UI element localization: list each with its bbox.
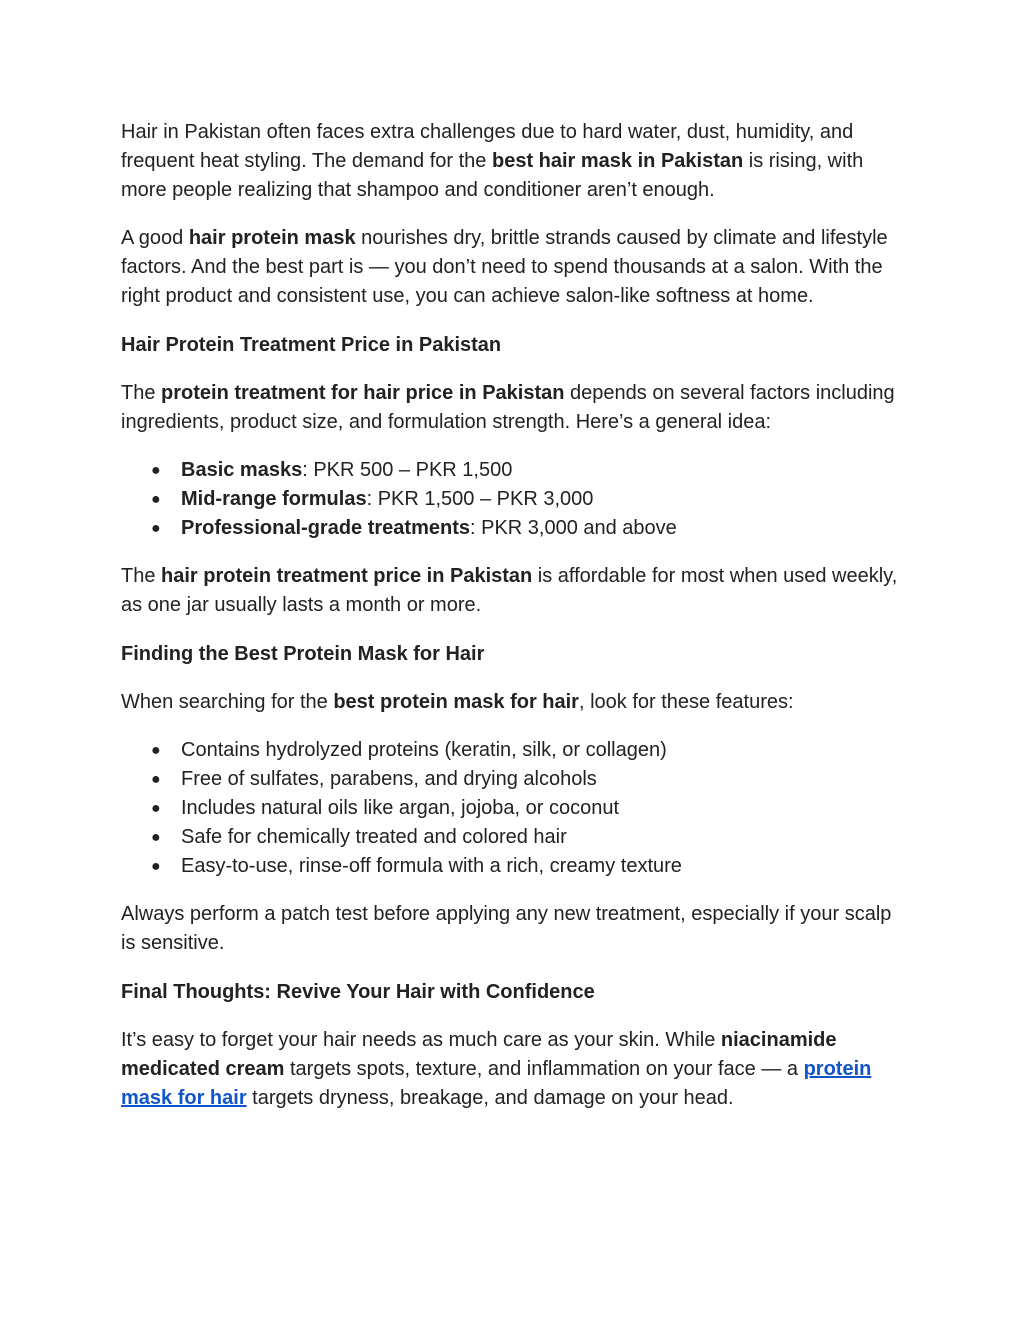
bold-keyword: best protein mask for hair: [333, 691, 579, 713]
list-item: [151, 485, 904, 514]
list-item: [151, 852, 904, 881]
protein-mask-link[interactable]: protein mask for hair: [121, 1058, 872, 1109]
text-run: Contains hydrolyzed proteins (keratin, silk, or collagen): [181, 739, 667, 761]
list-item: [151, 765, 904, 794]
bold-keyword: Mid-range formulas: [181, 488, 367, 510]
text-run: : PKR 3,000 and above: [469, 517, 677, 539]
text-run: targets dryness, breakage, and damage on your head.: [246, 1087, 734, 1109]
features-list: [121, 736, 904, 881]
finding-section-heading: Finding the Best Protein Mask for Hair: [121, 643, 485, 665]
bullet-icon: ●: [151, 858, 161, 875]
price-paragraph-1: [121, 379, 904, 437]
price-section-heading: Hair Protein Treatment Price in Pakistan: [121, 334, 502, 356]
bullet-icon: ●: [151, 829, 161, 846]
list-item: [151, 823, 904, 852]
bullet-icon: ●: [151, 462, 161, 479]
text-run: A good: [121, 227, 189, 249]
bullet-icon: ●: [151, 520, 161, 537]
price-list: [121, 456, 904, 543]
intro-paragraph-2: [121, 224, 904, 311]
text-run: targets spots, texture, and inflammation on your face — a: [284, 1058, 804, 1080]
bold-keyword: niacinamide medicated cream: [121, 1029, 837, 1080]
text-run: : PKR 1,500 – PKR 3,000: [366, 488, 594, 510]
bold-keyword: best hair mask in Pakistan: [491, 150, 744, 172]
finding-paragraph-2: Always perform a patch test before applying any new treatment, especially if your scalp is sensitive.: [121, 903, 892, 954]
list-item: [151, 794, 904, 823]
text-run: Safe for chemically treated and colored hair: [181, 826, 567, 848]
list-item: [151, 514, 904, 543]
final-paragraph: [121, 1026, 904, 1113]
list-item: [151, 456, 904, 485]
bullet-icon: ●: [151, 771, 161, 788]
text-run: , look for these features:: [578, 691, 794, 713]
text-run: It’s easy to forget your hair needs as much care as your skin. While: [121, 1029, 721, 1051]
bold-keyword: Basic masks: [181, 459, 303, 481]
text-run: The: [121, 565, 162, 587]
text-run: The: [121, 382, 162, 404]
text-run: : PKR 500 – PKR 1,500: [302, 459, 513, 481]
text-run: nourishes dry, brittle strands caused by climate and lifestyle factors. And the best part is — you don’t need to spend thousands at a salon. With the right product and consistent use, you can achieve salon-like softness at home.: [121, 227, 888, 307]
text-run: Free of sulfates, parabens, and drying alcohols: [181, 768, 597, 790]
intro-paragraph-1: [121, 118, 904, 205]
bullet-icon: ●: [151, 491, 161, 508]
text-run: depends on several factors including ingredients, product size, and formulation strength. Here’s a general idea:: [121, 382, 895, 433]
bold-keyword: hair protein treatment price in Pakistan: [161, 565, 533, 587]
text-run: Hair in Pakistan often faces extra challenges due to hard water, dust, humidity, and frequent heat styling. The demand for the: [121, 121, 854, 172]
text-run: is rising, with more people realizing that shampoo and conditioner aren’t enough.: [121, 150, 864, 201]
bullet-icon: ●: [151, 800, 161, 817]
list-item: [151, 736, 904, 765]
final-section-heading: Final Thoughts: Revive Your Hair with Confidence: [121, 981, 595, 1003]
text-run: Includes natural oils like argan, jojoba, or coconut: [181, 797, 620, 819]
text-run: is affordable for most when used weekly, as one jar usually lasts a month or more.: [121, 565, 898, 616]
text-run: Easy-to-use, rinse-off formula with a rich, creamy texture: [181, 855, 682, 877]
bold-keyword: Professional-grade treatments: [181, 517, 470, 539]
text-run: When searching for the: [121, 691, 334, 713]
bold-keyword: protein treatment for hair price in Pakistan: [161, 382, 565, 404]
bold-keyword: hair protein mask: [188, 227, 356, 249]
price-paragraph-2: [121, 562, 904, 620]
finding-paragraph-1: [121, 688, 904, 717]
bullet-icon: ●: [151, 742, 161, 759]
